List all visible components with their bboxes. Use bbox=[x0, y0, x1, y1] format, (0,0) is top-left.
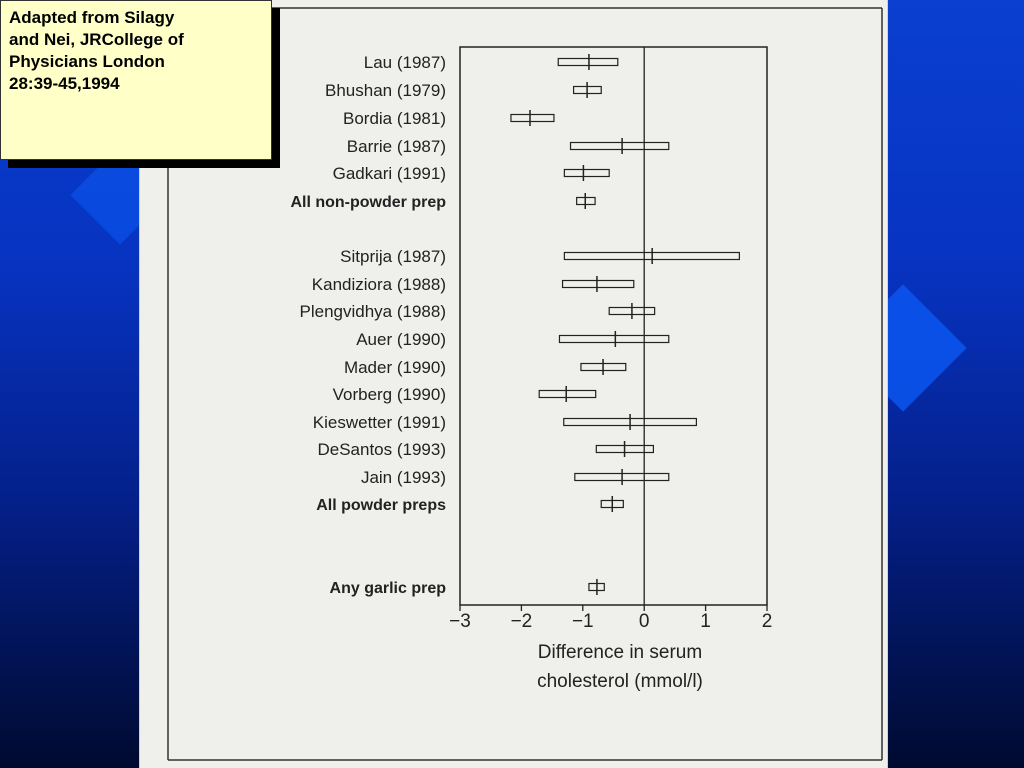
forest-row bbox=[317, 440, 653, 459]
row-label: Auer (1990) bbox=[356, 330, 446, 349]
x-tick-label: 2 bbox=[761, 611, 773, 632]
forest-row bbox=[340, 247, 739, 266]
confidence-interval-bar bbox=[511, 115, 554, 122]
forest-row bbox=[312, 275, 634, 294]
row-label: Sitprija (1987) bbox=[340, 247, 446, 266]
row-label: All non-powder prep bbox=[290, 194, 446, 211]
row-label: All powder preps bbox=[316, 497, 446, 514]
confidence-interval-bar bbox=[571, 143, 669, 150]
source-caption-box bbox=[0, 0, 272, 160]
row-label: Bhushan (1979) bbox=[325, 81, 446, 100]
forest-row bbox=[347, 137, 669, 156]
confidence-interval-bar bbox=[559, 336, 668, 343]
row-label: Barrie (1987) bbox=[346, 137, 446, 156]
row-label: Jain (1993) bbox=[360, 468, 446, 487]
forest-row bbox=[330, 579, 605, 597]
confidence-interval-bar bbox=[539, 391, 595, 398]
x-tick-label: −2 bbox=[510, 611, 533, 632]
row-label: Lau (1987) bbox=[363, 53, 446, 72]
x-tick-label: 1 bbox=[700, 611, 711, 632]
forest-row bbox=[316, 496, 623, 514]
row-label: Kandiziora (1988) bbox=[311, 275, 446, 294]
forest-row bbox=[313, 413, 697, 432]
source-caption-text: Adapted from Silagy and Nei, JRCollege of Physicians London 28:39-45,1994 bbox=[9, 8, 184, 93]
forest-row bbox=[333, 385, 596, 404]
forest-row bbox=[356, 330, 669, 349]
row-label: Kieswetter (1991) bbox=[312, 413, 446, 432]
forest-row bbox=[333, 164, 610, 183]
row-label: DeSantos (1993) bbox=[317, 440, 446, 459]
row-label: Bordia (1981) bbox=[342, 109, 446, 128]
row-label: Vorberg (1990) bbox=[332, 385, 446, 404]
confidence-interval-bar bbox=[564, 170, 609, 177]
forest-row bbox=[344, 358, 626, 377]
forest-row bbox=[343, 109, 554, 128]
plot-frame bbox=[460, 47, 767, 605]
forest-row bbox=[300, 302, 655, 321]
confidence-interval-bar bbox=[563, 281, 634, 288]
forest-row bbox=[290, 193, 595, 211]
row-label: Any garlic prep bbox=[329, 580, 446, 597]
x-axis-label-line-2: cholesterol (mmol/l) bbox=[537, 671, 703, 692]
confidence-interval-bar bbox=[558, 59, 618, 66]
forest-row bbox=[325, 81, 601, 100]
x-axis-ticks bbox=[449, 605, 772, 632]
forest-row bbox=[361, 468, 669, 487]
x-tick-label: −1 bbox=[571, 611, 594, 632]
row-label: Mader (1990) bbox=[343, 358, 446, 377]
x-tick-label: −3 bbox=[449, 611, 471, 632]
x-axis-label-line-1: Difference in serum bbox=[537, 642, 703, 663]
row-label: Gadkari (1991) bbox=[332, 164, 446, 183]
row-label: Plengvidhya (1988) bbox=[299, 302, 446, 321]
forest-row bbox=[364, 53, 618, 72]
x-tick-label: 0 bbox=[638, 611, 650, 632]
forest-rows bbox=[290, 53, 739, 597]
